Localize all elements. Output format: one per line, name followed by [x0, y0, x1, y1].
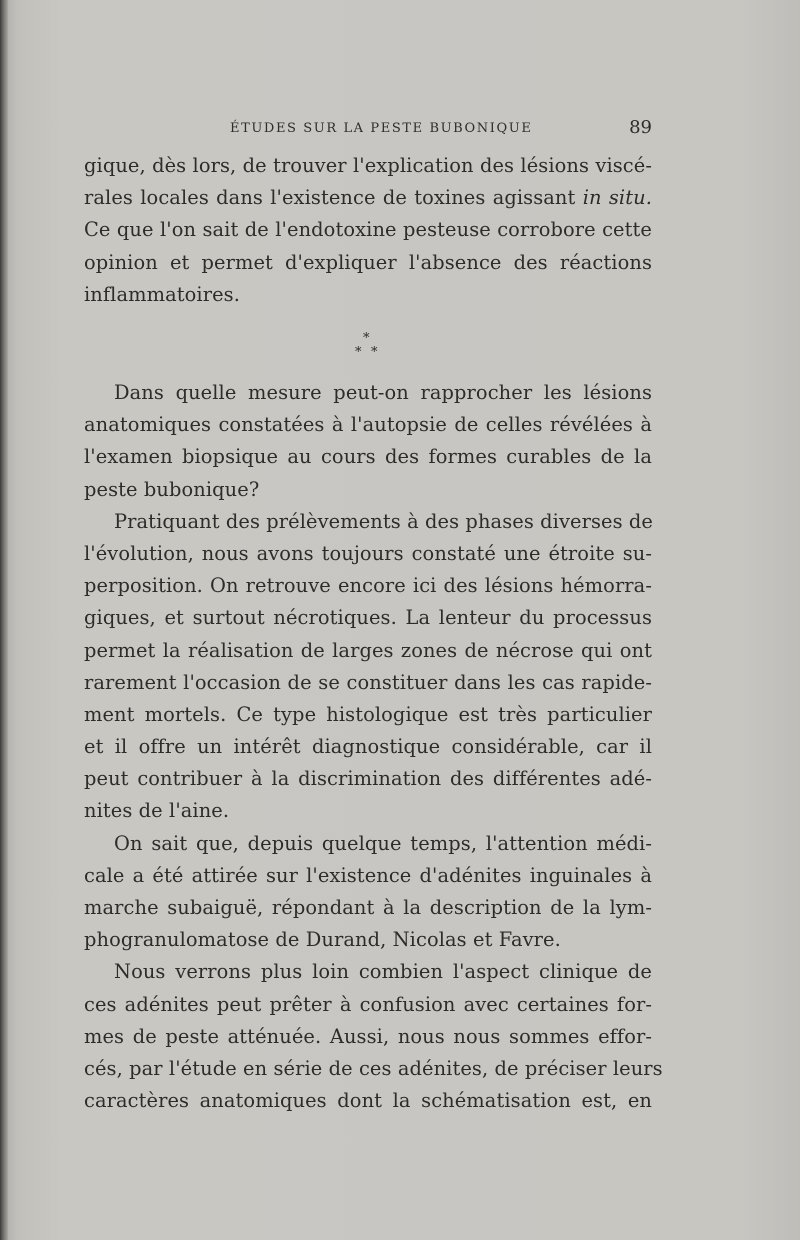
text-line: peste bubonique?: [84, 477, 260, 501]
text-line: inflammatoires.: [84, 282, 240, 306]
section-asterism: [340, 331, 400, 367]
text-line: caractères anatomiques dont la schématisation est, en: [84, 1089, 652, 1113]
binding-edge: [0, 0, 8, 1240]
asterisk: *: [363, 331, 370, 346]
text-line: Dans quelle mesure peut-on rapprocher les lésions: [114, 381, 652, 404]
text-line: ces adénites peut prêter à confusion avec certaines for-: [84, 992, 652, 1016]
text-line: gique, dès lors, de trouver l'explication des lésions viscé-: [84, 154, 652, 177]
section-2-text: [84, 377, 663, 1117]
text-line: Nous verrons plus loin combien l'aspect clinique de: [114, 960, 652, 984]
text-line: et il offre un intérêt diagnostique considérable, car il: [84, 735, 652, 759]
text-line: rarement l'occasion de se constituer dans les cas rapide-: [84, 670, 652, 694]
paragraph-1: [84, 150, 652, 311]
text-line: peut contribuer à la discrimination des différentes adé-: [84, 767, 652, 791]
text-line: mes de peste atténuée. Aussi, nous nous sommes effor-: [84, 1024, 652, 1048]
text-line: Pratiquant des prélèvements à des phases diverses de: [114, 509, 653, 533]
text-segment: rales locales dans l'existence de toxines agissant: [84, 186, 583, 210]
text-line: [84, 182, 652, 214]
text-line: l'évolution, nous avons toujours constaté une étroite su-: [84, 541, 652, 565]
text-line: giques, et surtout nécrotiques. La lenteur du processus: [84, 606, 652, 630]
italic-phrase: in situ.: [582, 186, 652, 210]
text-line: ment mortels. Ce type histologique est très particulier: [84, 702, 652, 726]
asterisk: *: [355, 345, 362, 360]
text-line: marche subaiguë, répondant à la description de la lym-: [84, 896, 652, 919]
text-line: cale a été attirée sur l'existence d'adénites inguinales à: [84, 863, 652, 887]
text-line: phogranulomatose de Durand, Nicolas et Favre.: [84, 928, 561, 952]
text-line: On sait que, depuis quelque temps, l'attention médi-: [114, 831, 652, 855]
text-line: opinion et permet d'expliquer l'absence des réactions: [84, 250, 652, 274]
asterisk: *: [371, 345, 378, 360]
text-line: Ce que l'on sait de l'endotoxine pesteuse corrobore cette: [84, 218, 652, 242]
page-number: 89: [629, 117, 652, 138]
text-line: cés, par l'étude en série de ces adénites, de préciser leurs: [84, 1056, 663, 1080]
text-line: perposition. On retrouve encore ici des lésions hémorra-: [84, 574, 652, 598]
text-line: permet la réalisation de larges zones de nécrose qui ont: [84, 638, 652, 662]
running-title: ÉTUDES SUR LA PESTE BUBONIQUE: [230, 121, 533, 136]
text-line: nites de l'aine.: [84, 799, 230, 823]
running-head: [84, 117, 652, 145]
text-line: l'examen biopsique au cours des formes curables de la: [84, 445, 652, 469]
text-line: anatomiques constatées à l'autopsie de celles révélées à: [84, 413, 652, 437]
